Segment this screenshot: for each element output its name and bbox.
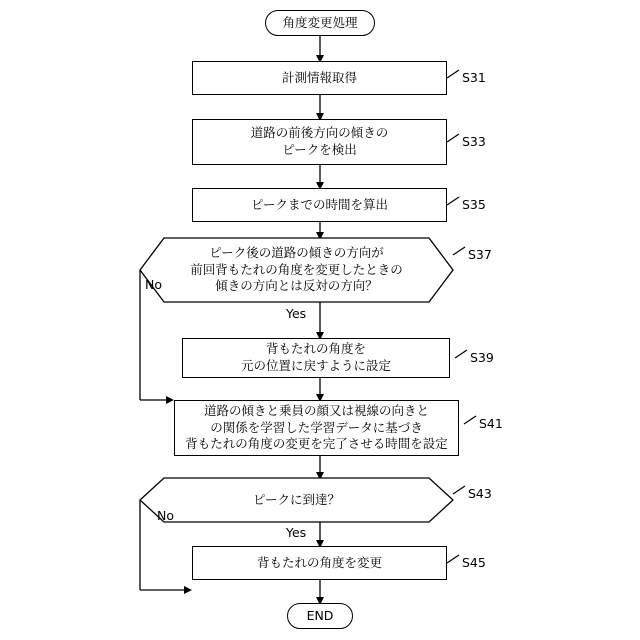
node-s35-label: ピークまでの時間を算出 [250,196,388,212]
node-s45 [192,546,447,580]
node-s37-label: ピーク後の道路の傾きの方向が 前回背もたれの角度を変更したときの 傾きの方向とは反対の方向？ [190,244,403,294]
node-s35 [192,188,447,222]
step-label-s41: S41 [479,416,503,431]
step-label-s31: S31 [462,70,486,85]
node-s31-label: 計測情報取得 [281,69,357,85]
edge-label-s43-no: No [157,508,174,523]
node-s33-label: 道路の前後方向の傾きの ピークを検出 [250,125,389,157]
node-end-label: END [306,607,334,623]
step-label-s35: S35 [462,197,486,212]
node-s39 [182,338,450,378]
step-label-s43: S43 [468,486,492,501]
node-s39-label: 背もたれの角度を 元の位置に戻すように設定 [240,341,391,373]
node-s37 [140,238,453,302]
node-s41 [174,400,459,456]
step-label-s45: S45 [462,555,486,570]
node-end [287,603,353,629]
step-label-s37: S37 [468,247,492,262]
step-label-s39: S39 [470,350,494,365]
node-s43 [140,478,453,522]
step-label-s33: S33 [462,134,486,149]
node-s41-label: 道路の傾きと乗員の顔又は視線の向きと の関係を学習した学習データに基づき 背もたれの角度の変更を完了させる時間を設定 [185,402,448,452]
node-s31 [192,61,447,95]
node-start [265,10,375,36]
node-s33 [192,119,447,165]
node-start-label: 角度変更処理 [282,14,358,30]
node-s45-label: 背もたれの角度を変更 [256,554,382,570]
edge-label-s43-yes: Yes [286,525,307,540]
edge-label-s37-yes: Yes [286,306,307,321]
node-s43-label: ピークに到達？ [252,491,340,507]
edge-label-s37-no: No [145,277,162,292]
